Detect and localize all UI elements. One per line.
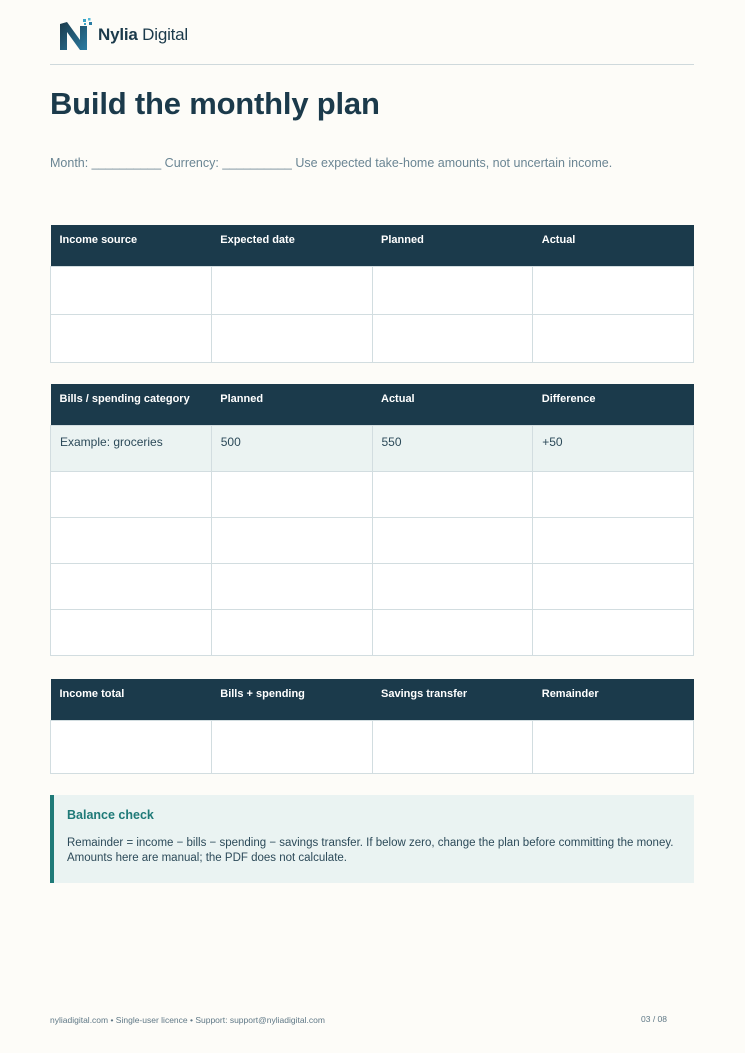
table-cell[interactable] bbox=[372, 563, 533, 609]
callout-text: Remainder = income − bills − spending − savings transfer. If below zero, change the plan before committing the money. Amounts here are manual; the PDF does not calculate. bbox=[67, 837, 674, 864]
table-header-row bbox=[51, 679, 694, 720]
column-header: Bills + spending bbox=[211, 679, 372, 720]
table-cell[interactable] bbox=[51, 563, 212, 609]
table-cell: 550 bbox=[372, 425, 533, 471]
header-divider bbox=[50, 64, 694, 65]
table-cell: Example: groceries bbox=[51, 425, 212, 471]
table-row bbox=[51, 471, 694, 517]
table-row bbox=[51, 266, 694, 314]
table-cell[interactable] bbox=[51, 609, 212, 655]
callout-title: Balance check bbox=[67, 808, 154, 822]
table-cell[interactable] bbox=[372, 314, 533, 362]
table-row bbox=[51, 314, 694, 362]
table-cell[interactable] bbox=[372, 471, 533, 517]
bills-table bbox=[50, 384, 694, 656]
column-header: Savings transfer bbox=[372, 679, 533, 720]
table-cell[interactable] bbox=[372, 720, 533, 773]
column-header: Bills / spending category bbox=[51, 384, 212, 425]
column-header: Income total bbox=[51, 679, 212, 720]
table-cell[interactable] bbox=[211, 314, 372, 362]
table-cell[interactable] bbox=[211, 471, 372, 517]
table-cell[interactable] bbox=[211, 266, 372, 314]
column-header: Expected date bbox=[211, 225, 372, 266]
table-row bbox=[51, 563, 694, 609]
table-cell[interactable] bbox=[533, 314, 694, 362]
table-row bbox=[51, 609, 694, 655]
footer-text: nyliadigital.com • Single-user licence • Support: support@nyliadigital.com bbox=[50, 1015, 325, 1025]
example-row bbox=[51, 425, 694, 471]
brand-logo bbox=[58, 18, 188, 52]
table-header-row bbox=[51, 384, 694, 425]
table-cell[interactable] bbox=[533, 266, 694, 314]
column-header: Planned bbox=[372, 225, 533, 266]
column-header: Planned bbox=[211, 384, 372, 425]
table-cell[interactable] bbox=[533, 563, 694, 609]
table-row bbox=[51, 720, 694, 773]
table-cell[interactable] bbox=[533, 609, 694, 655]
column-header: Difference bbox=[533, 384, 694, 425]
table-cell: 500 bbox=[211, 425, 372, 471]
table-cell[interactable] bbox=[372, 517, 533, 563]
totals-table bbox=[50, 679, 694, 774]
table-cell[interactable] bbox=[51, 314, 212, 362]
table-row bbox=[51, 517, 694, 563]
nylia-n-icon bbox=[58, 18, 94, 52]
table-cell[interactable] bbox=[533, 517, 694, 563]
table-cell: +50 bbox=[533, 425, 694, 471]
table-cell[interactable] bbox=[533, 471, 694, 517]
column-header: Actual bbox=[372, 384, 533, 425]
table-cell[interactable] bbox=[533, 720, 694, 773]
column-header: Actual bbox=[533, 225, 694, 266]
table-header-row bbox=[51, 225, 694, 266]
balance-check-callout bbox=[50, 795, 694, 883]
table-cell[interactable] bbox=[51, 266, 212, 314]
page-number: 03 / 08 bbox=[641, 1014, 667, 1024]
intro-text: Month: __________ Currency: __________ Use expected take-home amounts, not uncertain income. bbox=[50, 156, 613, 170]
table-cell[interactable] bbox=[211, 563, 372, 609]
brand-name: Nylia Digital bbox=[98, 25, 189, 44]
table-cell[interactable] bbox=[211, 720, 372, 773]
table-cell[interactable] bbox=[51, 720, 212, 773]
table-cell[interactable] bbox=[372, 266, 533, 314]
income-table bbox=[50, 225, 694, 363]
table-cell[interactable] bbox=[211, 609, 372, 655]
page-title: Build the monthly plan bbox=[50, 86, 380, 121]
table-cell[interactable] bbox=[211, 517, 372, 563]
table-cell[interactable] bbox=[372, 609, 533, 655]
table-cell[interactable] bbox=[51, 471, 212, 517]
table-cell[interactable] bbox=[51, 517, 212, 563]
column-header: Remainder bbox=[533, 679, 694, 720]
column-header: Income source bbox=[51, 225, 212, 266]
